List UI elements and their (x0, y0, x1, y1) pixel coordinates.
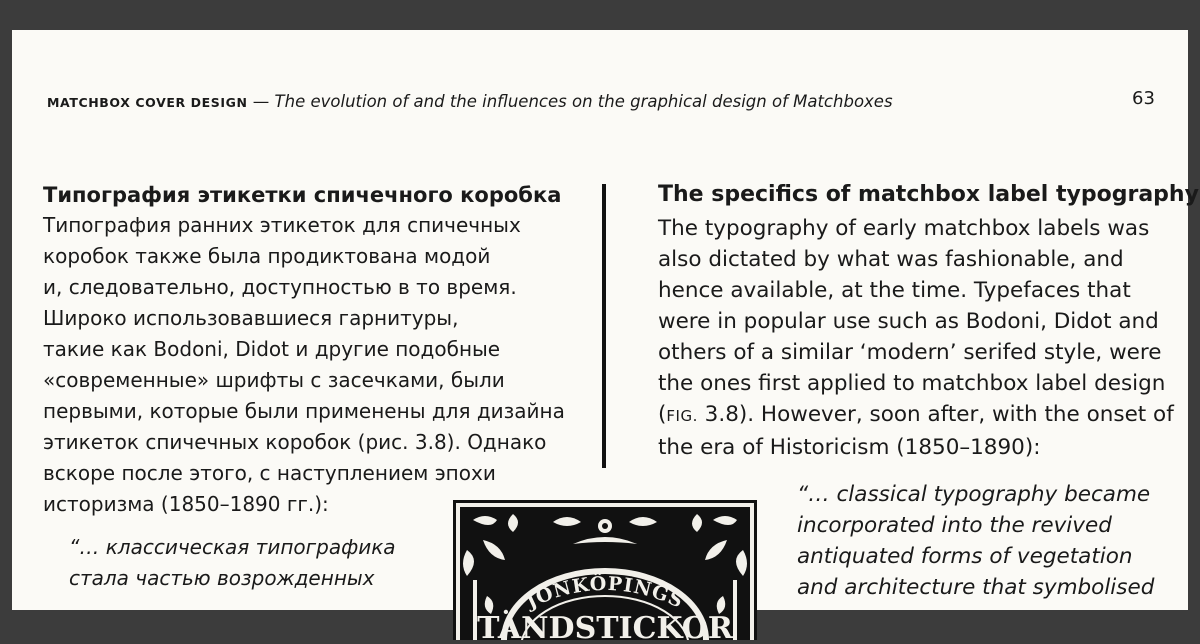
russian-heading: Типография этикетки спичечного коробка (43, 183, 562, 207)
english-heading: The specifics of matchbox label typography (658, 182, 1199, 207)
paragraph-line: «современные» шрифты с засечками, были (43, 368, 505, 392)
paragraph-line: The typography of early matchbox labels was (658, 216, 1150, 241)
paragraph-line: were in popular use such as Bodoni, Didot and (658, 309, 1159, 334)
paragraph-line: вскоре после этого, с наступлением эпохи (43, 461, 496, 485)
figure-ref-open: ( (658, 402, 667, 427)
quote-line: antiquated forms of vegetation (797, 544, 1133, 569)
english-paragraph (658, 213, 1178, 463)
paragraph-line: первыми, которые были применены для дизайна (43, 399, 565, 423)
russian-quote (69, 532, 396, 594)
paragraph-line: этикеток спичечных коробок (рис. 3.8). Однако (43, 430, 547, 454)
paragraph-line: историзма (1850–1890 гг.): (43, 492, 329, 516)
header-separator: — (247, 92, 275, 111)
quote-line: “… классическая типографика (69, 535, 396, 559)
paragraph-line: такие как Bodoni, Didot и другие подобные (43, 337, 501, 361)
english-quote (797, 479, 1154, 603)
running-header (47, 92, 893, 111)
matchbox-label-illustration (453, 500, 757, 640)
quote-line: стала частью возрожденных (69, 566, 375, 590)
paragraph-line: also dictated by what was fashionable, and (658, 247, 1124, 272)
figure-ref-rest: 3.8). However, soon after, with the onset of (697, 402, 1174, 427)
paragraph-line-figure-ref (658, 399, 1178, 432)
matchbox-label-svg (453, 500, 757, 640)
page-number: 63 (1132, 88, 1155, 109)
paragraph-line: the ones first applied to matchbox label design (658, 371, 1166, 396)
column-divider (602, 184, 606, 468)
quote-line: and architecture that symbolised (797, 575, 1155, 600)
paragraph-line: hence available, at the time. Typefaces that (658, 278, 1131, 303)
figure-reference: FIG. (666, 407, 698, 425)
header-section-title: MATCHBOX COVER DESIGN (47, 95, 248, 110)
paragraph-line: the era of Historicism (1850–1890): (658, 435, 1041, 460)
paragraph-line: и, следовательно, доступностью в то время. (43, 275, 517, 299)
russian-column (43, 180, 583, 520)
paragraph-line: Широко использовавшиеся гарнитуры, (43, 306, 459, 330)
paragraph-line: others of a similar ‘modern’ serifed style, were (658, 340, 1162, 365)
russian-paragraph (43, 210, 583, 520)
quote-line: “… classical typography became (797, 482, 1151, 507)
quote-line: incorporated into the revived (797, 513, 1112, 538)
header-subtitle: The evolution of and the influences on the graphical design of Matchboxes (274, 92, 893, 111)
paragraph-line: Типография ранних этикеток для спичечных (43, 213, 521, 237)
label-top-text: JÖNKÖPINGS (522, 572, 688, 613)
label-bottom-text: TÄNDSTICKOR (477, 611, 733, 640)
english-column (658, 180, 1199, 463)
paragraph-line: коробок также была продиктована модой (43, 244, 491, 268)
book-page (12, 30, 1199, 640)
